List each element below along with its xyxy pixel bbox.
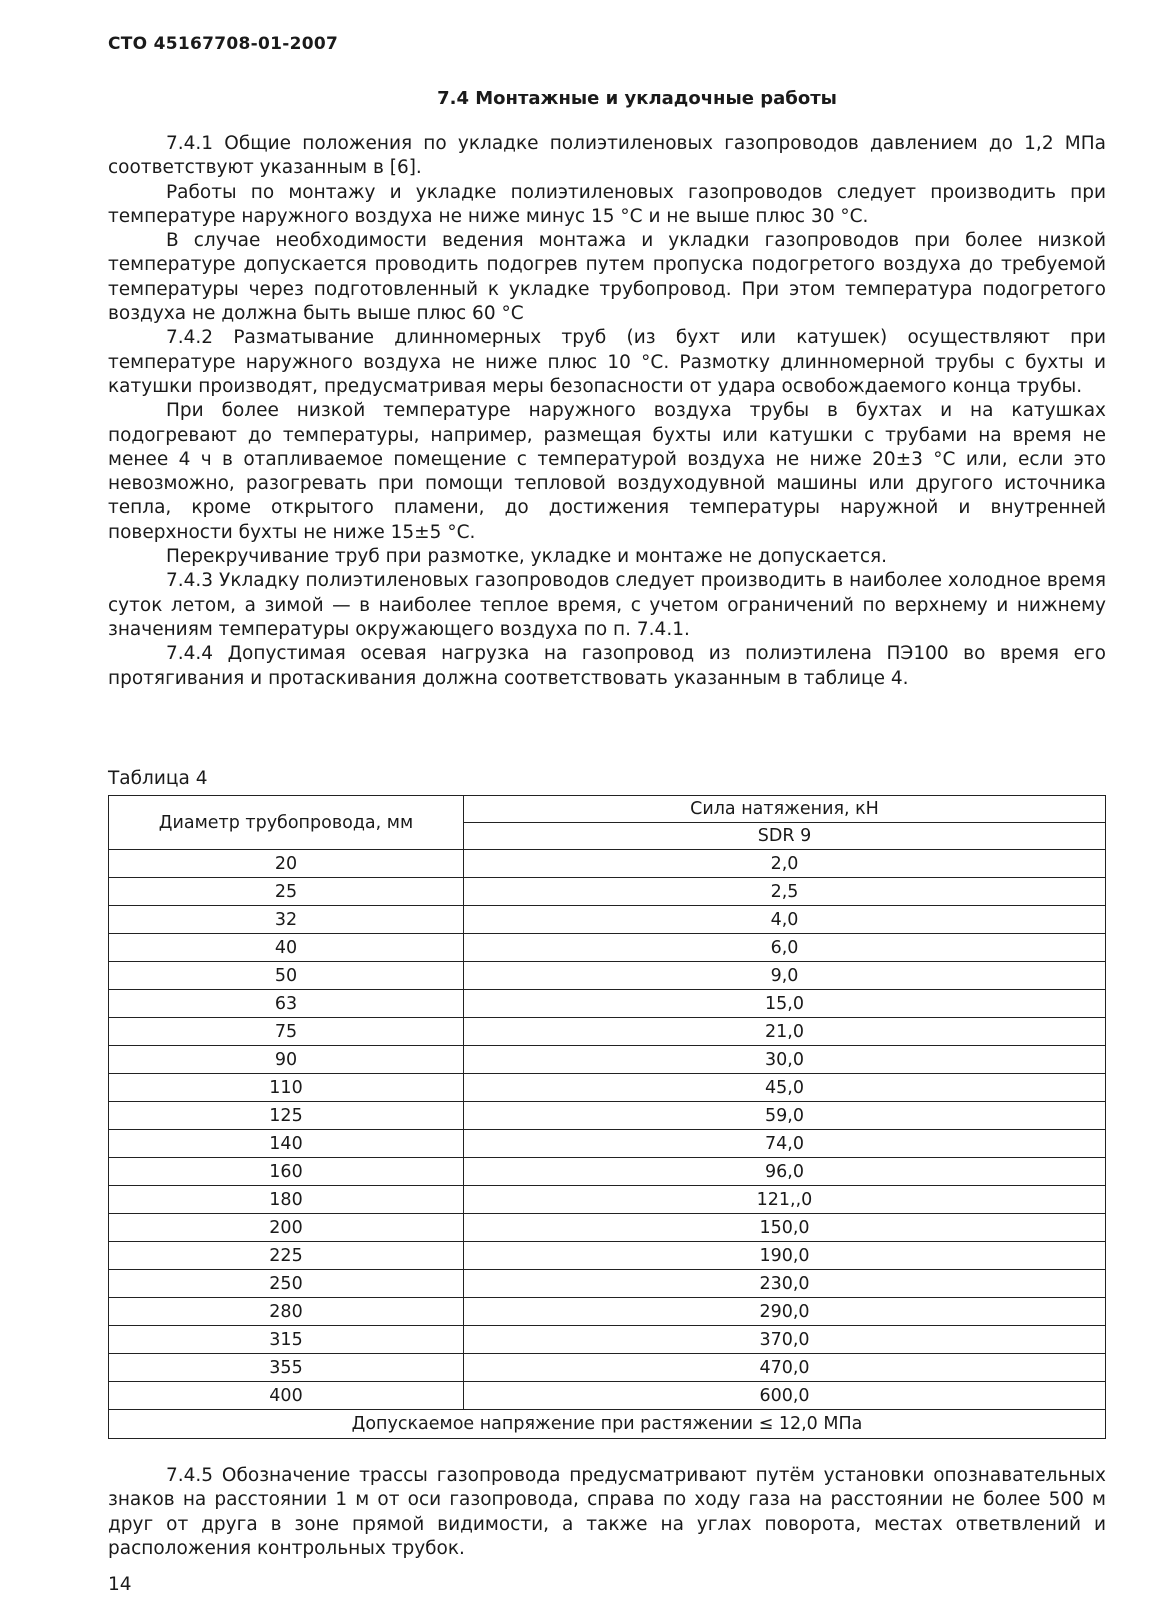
table-note: Допускаемое напряжение при растяжении ≤ 12,0 МПа: [109, 1410, 1106, 1439]
table-row: [109, 990, 1106, 1018]
paragraph-7-4-1: 7.4.1 Общие положения по укладке полиэтиленовых газопроводов давлением до 1,2 МПа соответствуют указанным в [6].: [108, 133, 1106, 179]
cell-tension: 230,0: [464, 1270, 1106, 1298]
cell-tension: 6,0: [464, 934, 1106, 962]
table-row: [109, 1242, 1106, 1270]
table-row: [109, 1018, 1106, 1046]
cell-tension: 74,0: [464, 1130, 1106, 1158]
table-row: [109, 1214, 1106, 1242]
cell-diameter: 75: [109, 1018, 464, 1046]
cell-tension: 2,5: [464, 878, 1106, 906]
cell-tension: 2,0: [464, 850, 1106, 878]
cell-tension: 190,0: [464, 1242, 1106, 1270]
header-sdr: SDR 9: [464, 823, 1106, 850]
cell-diameter: 32: [109, 906, 464, 934]
document-code: СТО 45167708-01-2007: [108, 34, 339, 54]
table-row: [109, 906, 1106, 934]
cell-tension: 15,0: [464, 990, 1106, 1018]
table-row: [109, 1382, 1106, 1410]
header-tension: Сила натяжения, кН: [464, 796, 1106, 823]
table-row: [109, 1158, 1106, 1186]
cell-tension: 600,0: [464, 1382, 1106, 1410]
cell-tension: 370,0: [464, 1326, 1106, 1354]
cell-diameter: 125: [109, 1102, 464, 1130]
cell-tension: 59,0: [464, 1102, 1106, 1130]
cell-diameter: 355: [109, 1354, 464, 1382]
paragraph-7-4-4: 7.4.4 Допустимая осевая нагрузка на газопровод из полиэтилена ПЭ100 во время его протягивания и протаскивания должна соответствовать указанным в таблице 4.: [108, 643, 1106, 689]
paragraph-twisting: Перекручивание труб при размотке, укладке и монтаже не допускается.: [166, 546, 888, 568]
cell-diameter: 40: [109, 934, 464, 962]
cell-diameter: 200: [109, 1214, 464, 1242]
cell-tension: 9,0: [464, 962, 1106, 990]
header-diameter: Диаметр трубопровода, мм: [109, 796, 464, 850]
paragraph-7-4-5: 7.4.5 Обозначение трассы газопровода предусматривают путём установки опознавательных знаков на расстоянии 1 м от оси газопровода, справа по ходу газа на расстоянии не более 500 м друг от друга в зоне прямой видимости, а также на углах поворота, местах ответвлений и расположения контрольных трубок.: [108, 1465, 1106, 1559]
cell-diameter: 315: [109, 1326, 464, 1354]
table-row: [109, 1326, 1106, 1354]
body-text-after-table: [108, 1464, 1106, 1561]
table-row: [109, 1298, 1106, 1326]
cell-diameter: 280: [109, 1298, 464, 1326]
paragraph-low-temperature: При более низкой температуре наружного воздуха трубы в бухтах и на катушках подогревают до температуры, например, размещая бухты или катушки с трубами на время не менее 4 ч в отапливаемое помещение с температурой воздуха не ниже 20±3 °С или, если это невозможно, разогревать при помощи тепловой воздуходувной машины или другого источника тепла, кроме открытого пламени, до достижения температуры наружной и внутренней поверхности бухты не ниже 15±5 °С.: [108, 400, 1106, 543]
tension-table: [108, 795, 1106, 1439]
cell-tension: 290,0: [464, 1298, 1106, 1326]
paragraph-7-4-2: 7.4.2 Разматывание длинномерных труб (из бухт или катушек) осуществляют при температуре наружного воздуха не ниже плюс 10 °С. Размотку длинномерной трубы с бухты и катушки производят, предусматривая меры безопасности от удара освобождаемого конца трубы.: [108, 327, 1106, 397]
cell-diameter: 20: [109, 850, 464, 878]
table-row: [109, 962, 1106, 990]
cell-diameter: 225: [109, 1242, 464, 1270]
cell-diameter: 110: [109, 1074, 464, 1102]
table-row: [109, 1046, 1106, 1074]
cell-tension: 30,0: [464, 1046, 1106, 1074]
cell-diameter: 160: [109, 1158, 464, 1186]
cell-diameter: 180: [109, 1186, 464, 1214]
cell-diameter: 400: [109, 1382, 464, 1410]
table-row: [109, 1130, 1106, 1158]
table-row: [109, 1270, 1106, 1298]
table-row: [109, 1074, 1106, 1102]
table-row: [109, 1354, 1106, 1382]
cell-tension: 121,,0: [464, 1186, 1106, 1214]
cell-diameter: 63: [109, 990, 464, 1018]
paragraph-temperature: Работы по монтажу и укладке полиэтиленовых газопроводов следует производить при температуре наружного воздуха не ниже минус 15 °С и не выше плюс 30 °С.: [108, 181, 1106, 227]
cell-tension: 4,0: [464, 906, 1106, 934]
cell-tension: 45,0: [464, 1074, 1106, 1102]
table-caption: Таблица 4: [108, 768, 208, 789]
cell-diameter: 140: [109, 1130, 464, 1158]
cell-diameter: 90: [109, 1046, 464, 1074]
cell-tension: 21,0: [464, 1018, 1106, 1046]
table-row: [109, 850, 1106, 878]
table-row: [109, 934, 1106, 962]
table-row: [109, 878, 1106, 906]
cell-tension: 150,0: [464, 1214, 1106, 1242]
cell-tension: 96,0: [464, 1158, 1106, 1186]
cell-tension: 470,0: [464, 1354, 1106, 1382]
page-number: 14: [108, 1574, 132, 1595]
table-row: [109, 1102, 1106, 1130]
cell-diameter: 25: [109, 878, 464, 906]
table-row: [109, 1186, 1106, 1214]
section-title: 7.4 Монтажные и укладочные работы: [437, 88, 837, 109]
cell-diameter: 50: [109, 962, 464, 990]
cell-diameter: 250: [109, 1270, 464, 1298]
paragraph-7-4-3: 7.4.3 Укладку полиэтиленовых газопроводов следует производить в наиболее холодное время суток летом, а зимой — в наиболее теплое время, с учетом ограничений по верхнему и нижнему значениям температуры окружающего воздуха по п. 7.4.1.: [108, 570, 1106, 640]
body-text: [108, 132, 1106, 691]
paragraph-heating: В случае необходимости ведения монтажа и укладки газопроводов при более низкой температуре допускается проводить подогрев путем пропуска подогретого воздуха до требуемой температуры через подготовленный к укладке трубопровод. При этом температура подогретого воздуха не должна быть выше плюс 60 °С: [108, 230, 1106, 325]
